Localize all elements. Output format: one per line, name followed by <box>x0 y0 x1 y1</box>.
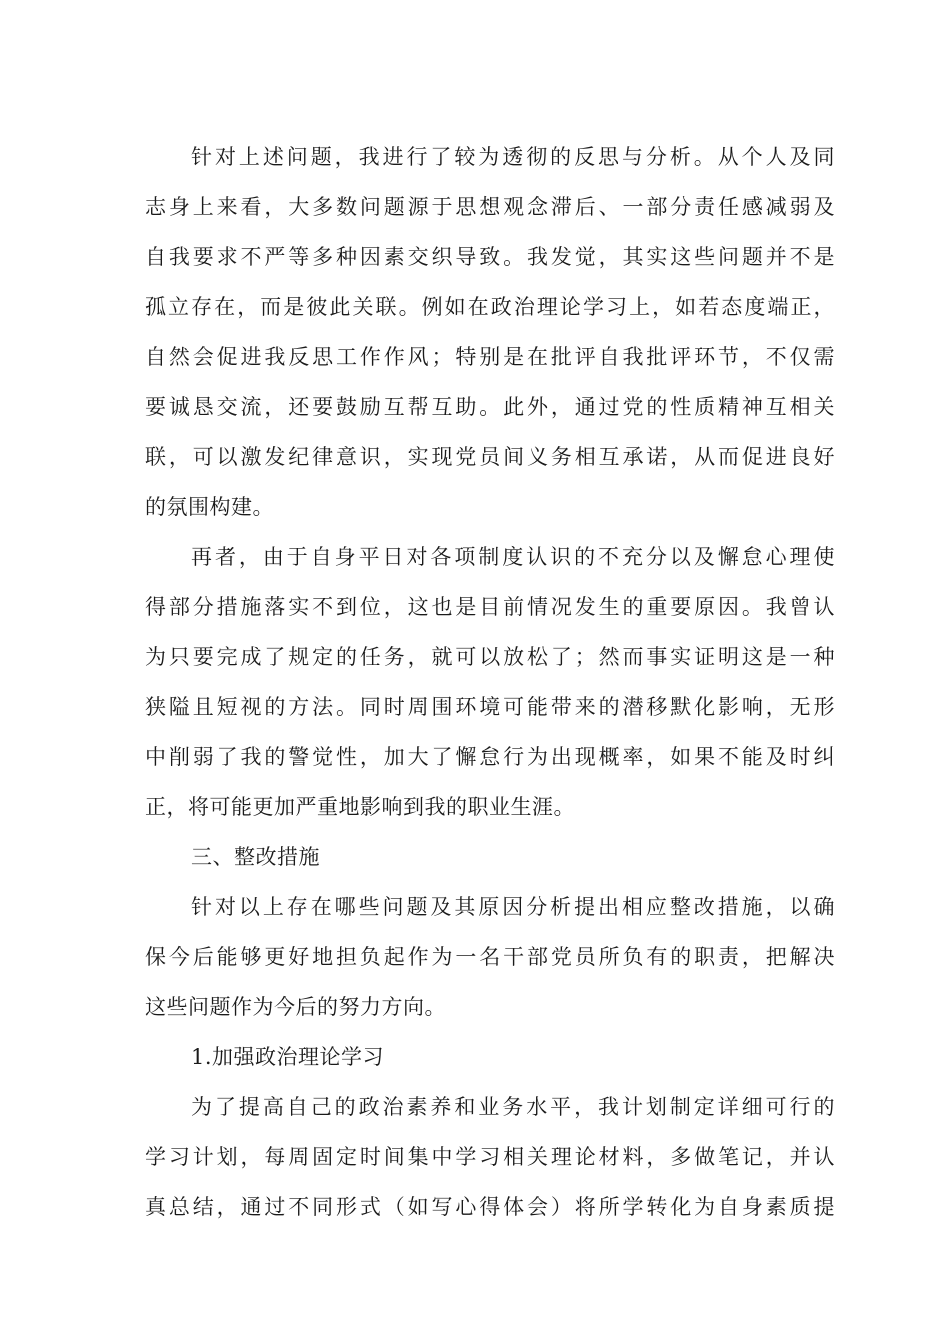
text-line: 为只要完成了规定的任务，就可以放松了；然而事实证明这是一种 <box>145 645 835 669</box>
text-line: 要诚恳交流，还要鼓励互帮互助。此外，通过党的性质精神互相关 <box>145 395 835 419</box>
text-line: 为了提高自己的政治素养和业务水平，我计划制定详细可行的 <box>191 1095 835 1119</box>
subheading-political-study <box>145 1032 835 1082</box>
section-heading: 三、整改措施 <box>191 845 320 869</box>
text-line: 这些问题作为今后的努力方向。 <box>145 995 446 1019</box>
text-line: 自我要求不严等多种因素交织导致。我发觉，其实这些问题并不是 <box>145 245 835 269</box>
text-line: 学习计划，每周固定时间集中学习相关理论材料，多做笔记，并认 <box>145 1145 835 1169</box>
text-line: 自然会促进我反思工作作风；特别是在批评自我批评环节，不仅需 <box>145 345 835 369</box>
text-line: 的氛围构建。 <box>145 495 274 519</box>
text-line: 孤立存在，而是彼此关联。例如在政治理论学习上，如若态度端正， <box>145 295 835 319</box>
text-line: 狭隘且短视的方法。同时周围环境可能带来的潜移默化影响，无形 <box>145 695 835 719</box>
text-line: 保今后能够更好地担负起作为一名干部党员所负有的职责，把解决 <box>145 945 835 969</box>
text-line: 得部分措施落实不到位，这也是目前情况发生的重要原因。我曾认 <box>145 595 835 619</box>
text-line: 针对上述问题，我进行了较为透彻的反思与分析。从个人及同 <box>191 145 835 169</box>
paragraph-causes <box>145 532 835 832</box>
paragraph-measures-intro <box>145 882 835 1032</box>
text-line: 针对以上存在哪些问题及其原因分析提出相应整改措施，以确 <box>191 895 835 919</box>
text-line: 中削弱了我的警觉性，加大了懈怠行为出现概率，如果不能及时纠 <box>145 745 835 769</box>
paragraph-reflection <box>145 132 835 532</box>
paragraph-study-plan <box>145 1082 835 1232</box>
document-body <box>145 132 835 1232</box>
text-line: 志身上来看，大多数问题源于思想观念滞后、一部分责任感减弱及 <box>145 195 835 219</box>
text-line: 正，将可能更加严重地影响到我的职业生涯。 <box>145 795 575 819</box>
text-line: 真总结，通过不同形式（如写心得体会）将所学转化为自身素质提 <box>145 1195 835 1219</box>
text-line: 再者，由于自身平日对各项制度认识的不充分以及懈怠心理使 <box>191 545 835 569</box>
text-line: 联，可以激发纪律意识，实现党员间义务相互承诺，从而促进良好 <box>145 445 835 469</box>
section-heading-rectification <box>145 832 835 882</box>
subsection-heading: 1.加强政治理论学习 <box>191 1045 385 1069</box>
